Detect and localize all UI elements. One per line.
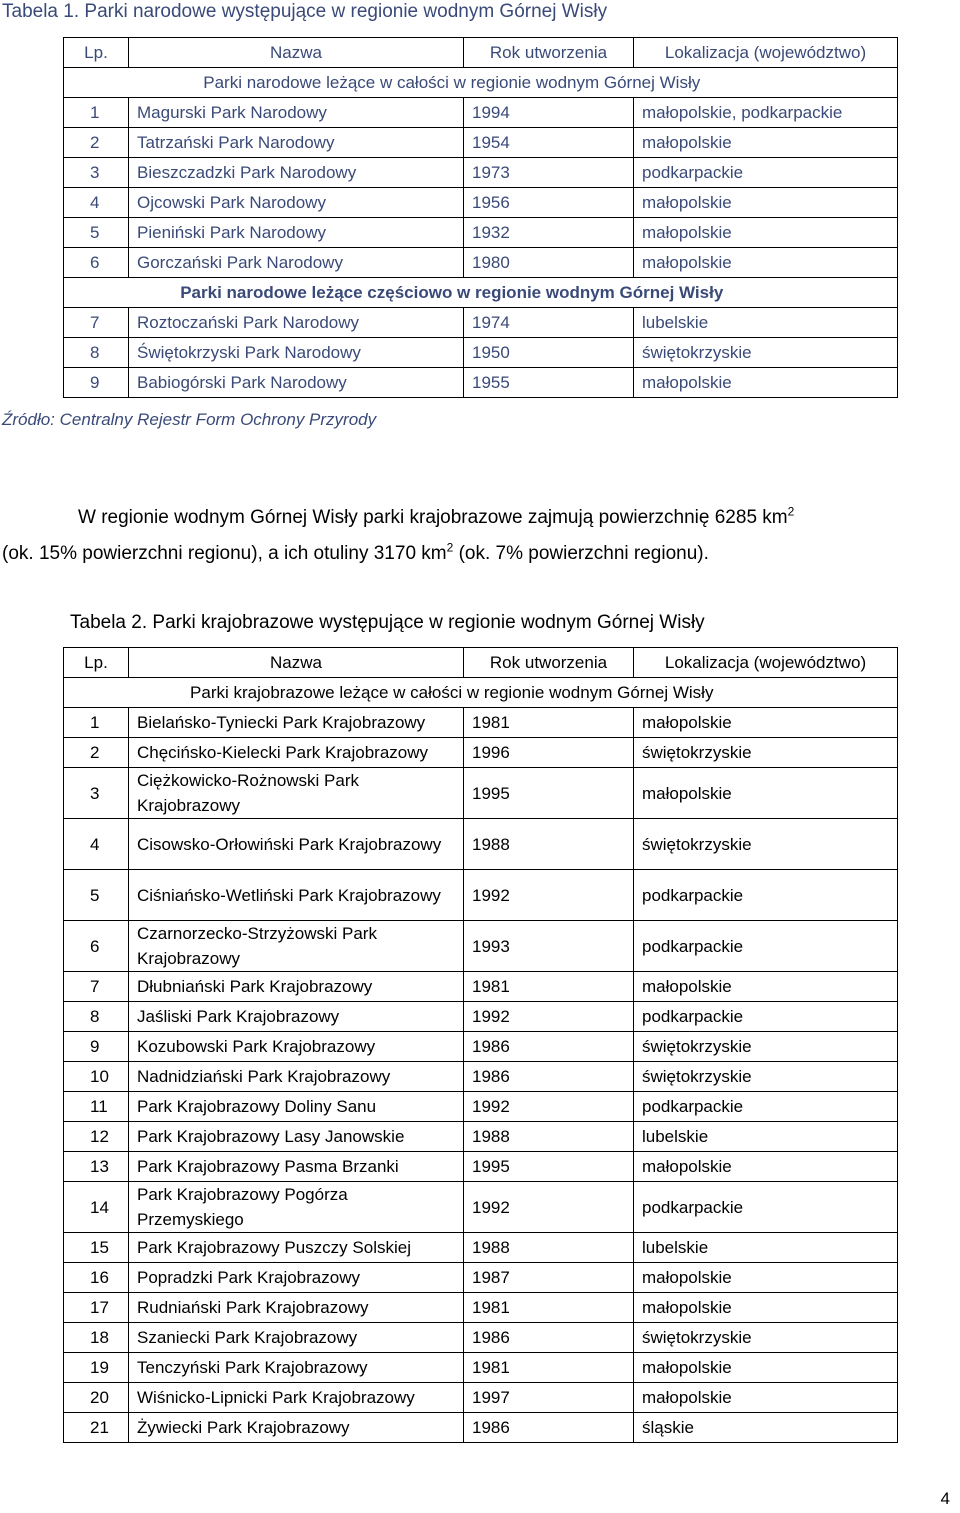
- cell-name: Bielańsko-Tyniecki Park Krajobrazowy: [129, 708, 464, 738]
- cell-year: 1986: [464, 1323, 634, 1353]
- cell-location: podkarpackie: [634, 870, 898, 921]
- cell-name: Wiśnicko-Lipnicki Park Krajobrazowy: [129, 1383, 464, 1413]
- cell-location: podkarpackie: [634, 1092, 898, 1122]
- cell-year: 1973: [464, 158, 634, 188]
- table-row: [64, 1092, 898, 1122]
- cell-year: 1996: [464, 738, 634, 768]
- cell-year: 1992: [464, 1182, 634, 1233]
- cell-lp: 21: [64, 1413, 129, 1443]
- cell-year: 1995: [464, 1152, 634, 1182]
- section-title: Parki narodowe leżące częściowo w regionie wodnym Górnej Wisły: [129, 278, 898, 308]
- cell-name: Park Krajobrazowy Pasma Brzanki: [129, 1152, 464, 1182]
- cell-year: 1986: [464, 1032, 634, 1062]
- paragraph-text: (ok. 7% powierzchni regionu).: [453, 543, 709, 564]
- cell-location: śląskie: [634, 1413, 898, 1443]
- paragraph-line: [2, 500, 960, 536]
- cell-lp: 8: [64, 338, 129, 368]
- table-row: [64, 1353, 898, 1383]
- cell-year: 1986: [464, 1413, 634, 1443]
- cell-year: 1988: [464, 1233, 634, 1263]
- superscript: 2: [446, 540, 454, 555]
- superscript: 2: [787, 504, 795, 519]
- header-year: Rok utworzenia: [464, 38, 634, 68]
- table-row: [64, 338, 898, 368]
- cell-lp: 3: [64, 768, 129, 819]
- cell-year: 1974: [464, 308, 634, 338]
- cell-name: Park Krajobrazowy Doliny Sanu: [129, 1092, 464, 1122]
- cell-location: małopolskie: [634, 218, 898, 248]
- cell-year: 1986: [464, 1062, 634, 1092]
- cell-name: Nadnidziański Park Krajobrazowy: [129, 1062, 464, 1092]
- cell-name: Gorczański Park Narodowy: [129, 248, 464, 278]
- cell-name: Tatrzański Park Narodowy: [129, 128, 464, 158]
- cell-lp: 10: [64, 1062, 129, 1092]
- cell-location: małopolskie, podkarpackie: [634, 98, 898, 128]
- cell-lp: 18: [64, 1323, 129, 1353]
- section-title: Parki narodowe leżące w całości w regionie wodnym Górnej Wisły: [129, 68, 898, 98]
- cell-year: 1932: [464, 218, 634, 248]
- cell-name: Park Krajobrazowy Pogórza Przemyskiego: [129, 1182, 464, 1233]
- cell-location: świętokrzyskie: [634, 338, 898, 368]
- cell-name: Ojcowski Park Narodowy: [129, 188, 464, 218]
- table-row: [64, 1263, 898, 1293]
- table-row: [64, 368, 898, 398]
- cell-name: Rudniański Park Krajobrazowy: [129, 1293, 464, 1323]
- table-row: [64, 870, 898, 921]
- cell-name: Szaniecki Park Krajobrazowy: [129, 1323, 464, 1353]
- cell-location: lubelskie: [634, 1233, 898, 1263]
- section-row: [64, 68, 898, 98]
- cell-name: Magurski Park Narodowy: [129, 98, 464, 128]
- cell-location: podkarpackie: [634, 1182, 898, 1233]
- cell-name: Ciśniańsko-Wetliński Park Krajobrazowy: [129, 870, 464, 921]
- cell-lp: 7: [64, 308, 129, 338]
- cell-year: 1981: [464, 972, 634, 1002]
- cell-location: małopolskie: [634, 768, 898, 819]
- cell-lp: 4: [64, 188, 129, 218]
- cell-year: 1988: [464, 1122, 634, 1152]
- table-row: [64, 308, 898, 338]
- table-row: [64, 738, 898, 768]
- cell-lp: 3: [64, 158, 129, 188]
- cell-year: 1954: [464, 128, 634, 158]
- cell-location: podkarpackie: [634, 158, 898, 188]
- table-row: [64, 188, 898, 218]
- cell-year: 1980: [464, 248, 634, 278]
- header-location: Lokalizacja (województwo): [634, 38, 898, 68]
- cell-year: 1995: [464, 768, 634, 819]
- cell-lp: 6: [64, 921, 129, 972]
- cell-year: 1992: [464, 1002, 634, 1032]
- table1-caption: Tabela 1. Parki narodowe występujące w regionie wodnym Górnej Wisły: [2, 1, 608, 22]
- cell-location: lubelskie: [634, 308, 898, 338]
- paragraph-text: (ok. 15% powierzchni regionu), a ich otuliny 3170 km: [2, 543, 447, 564]
- header-location: Lokalizacja (województwo): [634, 648, 898, 678]
- cell-location: małopolskie: [634, 1152, 898, 1182]
- cell-name: Jaśliski Park Krajobrazowy: [129, 1002, 464, 1032]
- landscape-parks-table: [63, 647, 898, 1443]
- cell-location: świętokrzyskie: [634, 1323, 898, 1353]
- section-row: [64, 278, 898, 308]
- table-row: [64, 1383, 898, 1413]
- cell-year: 1992: [464, 870, 634, 921]
- cell-year: 1955: [464, 368, 634, 398]
- cell-lp: 17: [64, 1293, 129, 1323]
- table-row: [64, 921, 898, 972]
- cell-lp: 19: [64, 1353, 129, 1383]
- table-row: [64, 218, 898, 248]
- cell-location: małopolskie: [634, 1263, 898, 1293]
- cell-name: Park Krajobrazowy Puszczy Solskiej: [129, 1233, 464, 1263]
- cell-year: 1950: [464, 338, 634, 368]
- table-row: [64, 248, 898, 278]
- cell-lp: 13: [64, 1152, 129, 1182]
- table-row: [64, 1413, 898, 1443]
- cell-lp: 16: [64, 1263, 129, 1293]
- cell-lp: 9: [64, 1032, 129, 1062]
- table-row: [64, 1293, 898, 1323]
- cell-name: Bieszczadzki Park Narodowy: [129, 158, 464, 188]
- cell-name: Roztoczański Park Narodowy: [129, 308, 464, 338]
- header-name: Nazwa: [129, 38, 464, 68]
- cell-location: małopolskie: [634, 368, 898, 398]
- landscape-park-rows: [64, 708, 898, 1443]
- cell-lp: 4: [64, 819, 129, 870]
- cell-name: Dłubniański Park Krajobrazowy: [129, 972, 464, 1002]
- cell-year: 1981: [464, 708, 634, 738]
- cell-name: Popradzki Park Krajobrazowy: [129, 1263, 464, 1293]
- section2-rows: [64, 308, 898, 398]
- cell-year: 1993: [464, 921, 634, 972]
- cell-location: małopolskie: [634, 188, 898, 218]
- cell-lp: 14: [64, 1182, 129, 1233]
- cell-year: 1956: [464, 188, 634, 218]
- cell-location: małopolskie: [634, 1383, 898, 1413]
- table-row: [64, 1032, 898, 1062]
- cell-name: Kozubowski Park Krajobrazowy: [129, 1032, 464, 1062]
- cell-location: podkarpackie: [634, 921, 898, 972]
- paragraph-text: W regionie wodnym Górnej Wisły parki krajobrazowe zajmują powierzchnię 6285 km: [78, 507, 788, 528]
- table-row: [64, 1152, 898, 1182]
- cell-year: 1992: [464, 1092, 634, 1122]
- cell-lp: 1: [64, 98, 129, 128]
- cell-name: Babiogórski Park Narodowy: [129, 368, 464, 398]
- cell-location: lubelskie: [634, 1122, 898, 1152]
- cell-location: małopolskie: [634, 972, 898, 1002]
- table-row: [64, 1062, 898, 1092]
- cell-year: 1997: [464, 1383, 634, 1413]
- cell-lp: 1: [64, 708, 129, 738]
- cell-lp: 12: [64, 1122, 129, 1152]
- table-row: [64, 98, 898, 128]
- cell-lp: 15: [64, 1233, 129, 1263]
- cell-location: małopolskie: [634, 1353, 898, 1383]
- cell-location: podkarpackie: [634, 1002, 898, 1032]
- cell-lp: 11: [64, 1092, 129, 1122]
- cell-lp: 5: [64, 870, 129, 921]
- cell-name: Ciężkowicko-Rożnowski Park Krajobrazowy: [129, 768, 464, 819]
- header-lp: Lp.: [64, 38, 129, 68]
- table-header-row: [64, 38, 898, 68]
- table-row: [64, 1323, 898, 1353]
- cell-location: świętokrzyskie: [634, 1062, 898, 1092]
- table-header-row: [64, 648, 898, 678]
- cell-name: Cisowsko-Orłowiński Park Krajobrazowy: [129, 819, 464, 870]
- cell-lp: 5: [64, 218, 129, 248]
- cell-name: Żywiecki Park Krajobrazowy: [129, 1413, 464, 1443]
- cell-lp: 20: [64, 1383, 129, 1413]
- table-row: [64, 1182, 898, 1233]
- section-title: Parki krajobrazowe leżące w całości w regionie wodnym Górnej Wisły: [129, 678, 898, 708]
- cell-year: 1988: [464, 819, 634, 870]
- body-paragraph: [2, 500, 960, 572]
- cell-location: małopolskie: [634, 1293, 898, 1323]
- table-row: [64, 972, 898, 1002]
- national-parks-table: [63, 37, 898, 398]
- cell-year: 1987: [464, 1263, 634, 1293]
- cell-year: 1994: [464, 98, 634, 128]
- cell-name: Czarnorzecko-Strzyżowski Park Krajobrazowy: [129, 921, 464, 972]
- cell-name: Tenczyński Park Krajobrazowy: [129, 1353, 464, 1383]
- cell-lp: 7: [64, 972, 129, 1002]
- table-row: [64, 1233, 898, 1263]
- cell-year: 1981: [464, 1293, 634, 1323]
- header-lp: Lp.: [64, 648, 129, 678]
- cell-location: świętokrzyskie: [634, 738, 898, 768]
- cell-lp: 2: [64, 738, 129, 768]
- cell-year: 1981: [464, 1353, 634, 1383]
- cell-lp: 8: [64, 1002, 129, 1032]
- cell-location: małopolskie: [634, 128, 898, 158]
- page-number: 4: [940, 1489, 950, 1508]
- cell-location: świętokrzyskie: [634, 819, 898, 870]
- header-year: Rok utworzenia: [464, 648, 634, 678]
- table-row: [64, 1122, 898, 1152]
- table-row: [64, 1002, 898, 1032]
- cell-lp: 2: [64, 128, 129, 158]
- table-row: [64, 708, 898, 738]
- header-name: Nazwa: [129, 648, 464, 678]
- cell-lp: 6: [64, 248, 129, 278]
- cell-lp: 9: [64, 368, 129, 398]
- table2-caption: Tabela 2. Parki krajobrazowe występujące w regionie wodnym Górnej Wisły: [70, 612, 705, 633]
- section-row: [64, 678, 898, 708]
- section1-rows: [64, 98, 898, 278]
- cell-name: Pieniński Park Narodowy: [129, 218, 464, 248]
- cell-location: świętokrzyskie: [634, 1032, 898, 1062]
- table-row: [64, 158, 898, 188]
- paragraph-line: [2, 536, 960, 572]
- table-row: [64, 768, 898, 819]
- source-note: Źródło: Centralny Rejestr Form Ochrony Przyrody: [2, 410, 377, 429]
- table-row: [64, 128, 898, 158]
- cell-location: małopolskie: [634, 248, 898, 278]
- cell-name: Świętokrzyski Park Narodowy: [129, 338, 464, 368]
- cell-location: małopolskie: [634, 708, 898, 738]
- cell-name: Chęcińsko-Kielecki Park Krajobrazowy: [129, 738, 464, 768]
- cell-name: Park Krajobrazowy Lasy Janowskie: [129, 1122, 464, 1152]
- table-row: [64, 819, 898, 870]
